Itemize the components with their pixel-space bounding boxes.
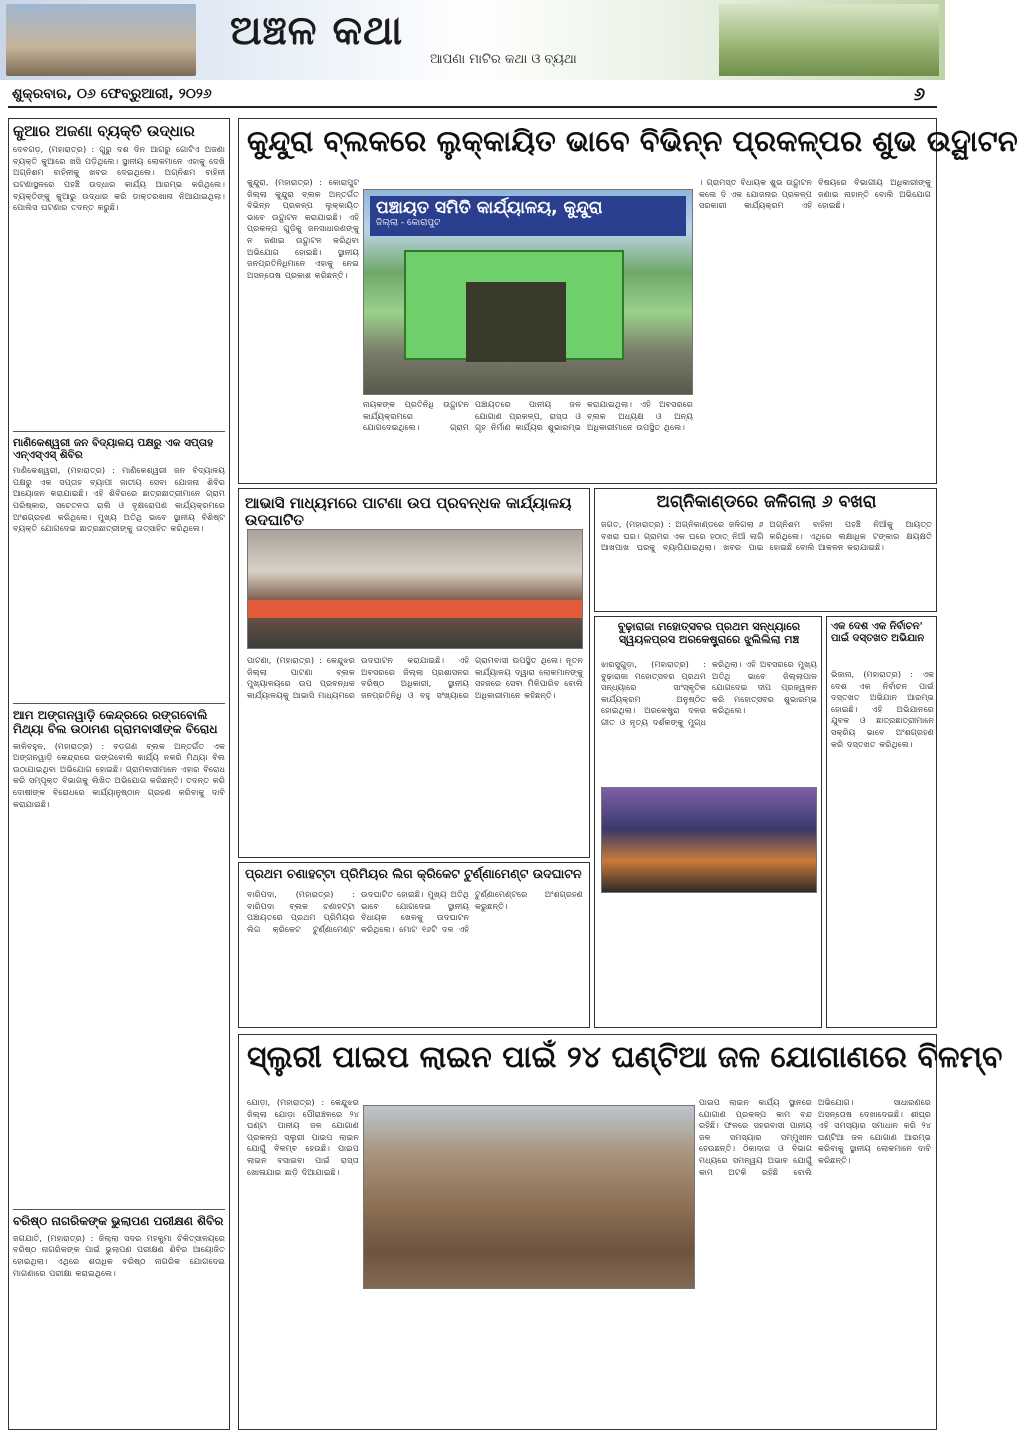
story-cricket xyxy=(238,862,590,1028)
main-col-2: ନାୟକଙ୍କ ପ୍ରତିନିଧି ଉଦ୍ଘାଟନ କାର୍ଯ୍ୟକ୍ରମରେ ଯୋଗଦେଇଥିଲେ। ଗ୍ରାମ ପଞ୍ଚାୟତରେ ପାନୀୟ ଜଳ ଯୋଗାଣ ପ୍ରକଳ୍ପ, ରାସ୍ତା ଓ ଗୃହ ନିର୍ମାଣ କାର୍ଯ୍ୟର ଶୁଭାରମ୍ଭ କରାଯାଇଥିଲା। ଏହି ଅବସରରେ ବ୍ଲକ ଅଧ୍ୟକ୍ଷ ଓ ଅନ୍ୟ ଅଧିକାରୀମାନେ ଉପସ୍ଥିତ ଥିଲେ। xyxy=(363,399,693,433)
pipeline-col-3 xyxy=(699,1097,931,1423)
main-story xyxy=(238,118,1018,484)
photo-pipeline-trench xyxy=(363,1105,695,1289)
story-headline: ବୁଢ଼ାରାଜା ମହୋତ୍ସବର ପ୍ରଥମ ସନ୍ଧ୍ୟାରେ ସ୍ୱୟଳପ୍ରସ ଅରକେଷ୍ଟ୍ରାରେ ଝୁଲିଲିଲା ମଞ୍ଚ xyxy=(617,620,801,646)
story-body: ଜଗଯାତି, (ମହାରାତ୍ର) : ଜିଲ୍ଲା ସଦର ମହକୁମା ଚିକିତ୍ସାଳୟରେ ବରିଷ୍ଠ ନାଗରିକଙ୍କ ପାଇଁ ଭୁଲାପଣ ପରୀକ୍ଷଣ ଶିବିର ଆୟୋଜିତ ହୋଇଥିଲା। ଏଥିରେ ଶତାଧିକ ବରିଷ୍ଠ ନାଗରିକ ଯୋଗଦେଇ ମାଗଣାରେ ପରୀକ୍ଷା କରାଇଥିଲେ। xyxy=(13,1232,225,1278)
main-headline: କୁନ୍ଦୁରା ବ୍ଲକରେ ଲୁକ୍କାୟିତ ଭାବେ ବିଭିନ୍ନ ପ୍ରକଳ୍ପର ଶୁଭ ଉଦ୍ଘାଟନ xyxy=(247,124,1018,158)
story-slurry-pipeline xyxy=(238,1034,1003,1430)
story-well-rescue xyxy=(13,123,225,423)
meeting-table-flowers xyxy=(248,600,582,618)
story-anganwadi xyxy=(13,709,225,1199)
story-budharaja-festival xyxy=(594,616,822,1028)
photo-meeting xyxy=(247,529,583,649)
masthead-photo-children xyxy=(6,4,196,76)
divider xyxy=(13,431,225,432)
story-headline: ଏକ ଦେଶ ଏକ ନିର୍ବାଚନ' ପାଇଁ ଦସ୍ତଖତ ଅଭିଯାନ xyxy=(831,621,925,644)
story-body: ଝାରସୁଗୁଡ଼ା, (ମହାରାତ୍ର) : ବୁଢ଼ାରାଜା ମହୋତ୍ସବର ପ୍ରଥମ ସନ୍ଧ୍ୟାରେ ସାଂସ୍କୃତିକ କାର୍ଯ୍ୟକ୍ରମ ଅନୁଷ୍ଠିତ ହୋଇଥିଲା। ଅରକେଷ୍ଟ୍ରା ଦଳର ଗୀତ ଓ ନୃତ୍ୟ ଦର୍ଶକଙ୍କୁ ମୁଗ୍ଧ କରିଥିଲା। ଏହି ଅବସରରେ ମୁଖ୍ୟ ଅତିଥି ଭାବେ ଜିଲ୍ଲାପାଳ ଯୋଗଦେଇ ଦୀପ ପ୍ରଜ୍ୱଳନ କରି ମହୋତ୍ସବର ଶୁଭାରମ୍ଭ କରିଥିଲେ। xyxy=(601,659,817,727)
story-body: ପାଟଣା, (ମହାରାତ୍ର) : କେନ୍ଦୁଝର ଜିଲ୍ଲା ପାଟଣା ବ୍ଲକ ମୁଖ୍ୟାଳୟରେ ଉପ ପ୍ରବନ୍ଧକ କାର୍ଯ୍ୟାଳୟକୁ ଆଭାସି ମାଧ୍ୟମରେ ଉଦଘାଟନ କରାଯାଇଛି। ଏହି ଅବସରରେ ଜିଲ୍ଲା ପ୍ରଶାସନର ବରିଷ୍ଠ ଅଧିକାରୀ, ସ୍ଥାନୀୟ ଜନପ୍ରତିନିଧି ଓ ବହୁ ସଂଖ୍ୟାରେ ଗ୍ରାମବାସୀ ଉପସ୍ଥିତ ଥିଲେ। ନୂତନ କାର୍ଯ୍ୟାଳୟ ଦ୍ୱାରା ଲୋକମାନଙ୍କୁ ସହଜରେ ସେବା ମିଳିପାରିବ ବୋଲି ଅଧିକାରୀମାନେ କହିଛନ୍ତି। xyxy=(247,655,583,700)
divider xyxy=(13,703,225,704)
divider xyxy=(13,1209,225,1210)
office-signboard xyxy=(370,196,686,236)
story-headline: ଅଗ୍ନିକାଣ୍ଡରେ ଜଳିଗଲା ୬ ବଖରା xyxy=(656,492,877,512)
photo-stage-guests xyxy=(601,787,817,893)
story-headline: ପ୍ରଥମ ଚଣାହଟ୍ଟା ପ୍ରିମିୟର ଲିଗ କ୍ରିକେଟ ଟୁର୍ଣ୍ଣାମେଣ୍ଟ ଉଦଘାଟନ xyxy=(245,866,582,881)
story-body-continued xyxy=(601,897,817,1025)
main-col-1: କୁନ୍ଦୁରା, (ମହାରାତ୍ର) : କୋରାପୁଟ ଜିଲ୍ଲା କୁନ୍ଦୁରା ବ୍ଲକ ଅନ୍ତର୍ଗତ ବିଭିନ୍ନ ପ୍ରକଳ୍ପ ଲୁକ୍କାୟିତ ଭାବେ ଉଦ୍ଘାଟନ କରାଯାଇଛି। ଏହି ପ୍ରକଳ୍ପ ଗୁଡ଼ିକୁ ଜନସାଧାରଣଙ୍କୁ ନ ଜଣାଇ ଉଦ୍ଘାଟନ କରିଥିବା ଅଭିଯୋଗ ହୋଇଛି। ସ୍ଥାନୀୟ ଜନପ୍ରତିନିଧିମାନେ ଏହାକୁ ନେଇ ଅସନ୍ତୋଷ ପ୍ରକାଶ କରିଛନ୍ତି। xyxy=(247,177,359,280)
header-rule xyxy=(8,106,937,108)
office-entrance xyxy=(466,282,566,362)
main-col-3: । ଗ୍ରାମସ୍ତ ବିଧାୟକ ଶୁଭ ଉଦ୍ଘାଟନ କଲେ ଦି ଏକ ଯୋଜନାର ପ୍ରକଳ୍ପ ସରକାରୀ କାର୍ଯ୍ୟକ୍ରମ ଏହି ବିଷୟରେ ବିଭାଗୀୟ ଅଧିକାରୀଙ୍କୁ ଜଣାଇ ନାହାନ୍ତି ବୋଲି ଅଭିଯୋଗ ହୋଇଛି। xyxy=(699,177,931,211)
photo-panchayat-office xyxy=(363,189,693,395)
story-headline: ଆମ ଅଙ୍ଗନୱାଡ଼ି କେନ୍ଦ୍ରରେ ରଙ୍ଗବୋଲି ମିଥ୍ୟା ବିଲ ଉଠାମଣ ଗ୍ରାମବାସୀଙ୍କ ବିରୋଧ xyxy=(13,708,218,736)
office-sign-district: ଜିଲ୍ଲା - କୋରାପୁଟ xyxy=(376,218,441,228)
story-patna-office xyxy=(238,488,590,858)
story-headline: ମାଣିକେଶ୍ୱରୀ ଜନ ବିଦ୍ୟାଳୟ ପକ୍ଷରୁ ଏକ ସପ୍ତାହ ଏନ୍‌ଏସ୍‌ଏସ୍ ଶିବିର xyxy=(13,437,214,462)
newspaper-title: ଅଞ୍ଚଳ କଥା xyxy=(230,8,404,54)
pipeline-col-1: ଯୋଡ଼ା, (ମହାରାତ୍ର) : କେନ୍ଦୁଝର ଜିଲ୍ଲା ଯୋଡ଼ା ପୌରାଞ୍ଚଳରେ ୨୪ ଘଣ୍ଟା ପାନୀୟ ଜଳ ଯୋଗାଣ ପ୍ରକଳ୍ପ ସ୍ଲୁରୀ ପାଇପ ଲାଇନ ଯୋଗୁଁ ବିଳମ୍ବ ହେଉଛି। ପାଇପ ଲାଇନ ବସାଇବା ପାଇଁ ରାସ୍ତା ଖୋଳାଯାଇ ଛାଡ଼ି ଦିଆଯାଇଛି। xyxy=(247,1097,359,1177)
story-body: ଦେବଗଡ଼, (ମହାରାତ୍ର) : ଗୁରୁ ଦଶ ଦିନ ଆଗରୁ ଗୋଟିଏ ଅଜଣା ବ୍ୟକ୍ତି କୁଆରେ ଖସି ପଡ଼ିଥିଲେ। ସ୍ଥାନୀୟ ଲୋକମାନେ ଏହାକୁ ଦେଖି ଅଗ୍ନିଶମ ବାହିନୀକୁ ଖବର ଦେଇଥିଲେ। ଅଗ୍ନିଶମ ବାହିନୀ ଘଟଣାସ୍ଥଳରେ ପହଞ୍ଚି ଉଦ୍ଧାର କାର୍ଯ୍ୟ ଆରମ୍ଭ କରିଥିଲେ। ବ୍ୟକ୍ତିଙ୍କୁ କୁଆରୁ ଉଦ୍ଧାର କରି ଡାକ୍ତରଖାନା ନିଆଯାଇଥିଲା। ପୋଲିସ ଘଟଣାର ତଦନ୍ତ କରୁଛି। xyxy=(13,144,225,213)
pipeline-col-2-text: ପାଇପ ଲାଇନ କାର୍ଯ୍ୟ ସ୍ଥାନରେ ଯୋଗାଣ ପ୍ରକଳ୍ପ କାମ ବନ୍ଦ ରହିଛି। ଫଳରେ ସହରବାସୀ ପାନୀୟ ଜଳ ସମସ୍ୟାର ସମ୍ମୁଖୀନ ହେଉଛନ୍ତି। ଠିକାଦାର ଓ ବିଭାଗ ମଧ୍ୟରେ ସମନ୍ୱୟ ଅଭାବ ଯୋଗୁଁ କାମ ଅଟକି ରହିଛି ବୋଲି ଅଭିଯୋଗ। xyxy=(699,1097,854,1177)
office-building xyxy=(404,250,624,360)
masthead xyxy=(0,0,945,80)
story-body: ମାଣିକେଶ୍ୱରୀ, (ମହାରାତ୍ର) : ମାଣିକେଶ୍ୱରୀ ଜନ ବିଦ୍ୟାଳୟ ପକ୍ଷରୁ ଏକ ସପ୍ତାହ ବ୍ୟାପୀ ଜାତୀୟ ସେବା ଯୋଜନା ଶିବିର ଆୟୋଜନ କରାଯାଇଛି। ଏହି ଶିବିରରେ ଛାତ୍ରଛାତ୍ରୀମାନେ ଗ୍ରାମ ପରିଷ୍କାର, ସଚେତନତା ରାଲି ଓ ବୃକ୍ଷରୋପଣ କାର୍ଯ୍ୟକ୍ରମରେ ଅଂଶଗ୍ରହଣ କରିଥିଲେ। ମୁଖ୍ୟ ଅତିଥି ଭାବେ ସ୍ଥାନୀୟ ବିଶିଷ୍ଟ ବ୍ୟକ୍ତି ଯୋଗଦେଇ ଛାତ୍ରଛାତ୍ରୀଙ୍କୁ ଉତ୍ସାହିତ କରିଥିଲେ। xyxy=(13,465,225,534)
pipeline-col-2-bottom xyxy=(363,1295,695,1423)
page-number: ୬ xyxy=(913,84,925,105)
story-body: ଜଗତ, (ମହାରାତ୍ର) : ଅଗ୍ନିକାଣ୍ଡରେ ଜଳିଗଲା ୬ ବଖରା ଘର। ଗ୍ରାମର ଏକ ଘରେ ହଠାତ୍ ନିଆଁ ଲାଗି ଆଖପାଖ ଘରକୁ ବ୍ୟାପିଯାଇଥିଲା। ଖବର ପାଇ ଅଗ୍ନିଶମ ବାହିନୀ ପହଞ୍ଚି ନିଆଁକୁ ଆୟତ୍ତ କରିଥିଲେ। ଏଥିରେ ଲକ୍ଷାଧିକ ଟଙ୍କାର କ୍ଷୟକ୍ଷତି ହୋଇଛି ବୋଲି ଆକଳନ କରାଯାଇଛି। xyxy=(601,519,932,553)
story-senior-camp xyxy=(13,1215,225,1425)
story-body: ବାରିପଦା, (ମହାରାତ୍ର) : ବାରିପଦା ବ୍ଲକ ଚଣାହଟ୍ଟା ପଞ୍ଚାୟତରେ ପ୍ରଥମ ପ୍ରିମିୟର ଲିଗ କ୍ରିକେଟ ଟୁର୍ଣ୍ଣାମେଣ୍ଟ ଉଦଘାଟିତ ହୋଇଛି। ମୁଖ୍ୟ ଅତିଥି ଭାବେ ଯୋଗଦେଇ ସ୍ଥାନୀୟ ବିଧାୟକ ଖେଳକୁ ଉଦଘାଟନ କରିଥିଲେ। ମୋଟ ୧୬ଟି ଦଳ ଏହି ଟୁର୍ଣ୍ଣାମେଣ୍ଟରେ ଅଂଶଗ୍ରହଣ କରୁଛନ୍ତି। xyxy=(247,889,583,934)
pipeline-col-3-text: ସାଧାରଣରେ ଅସନ୍ତୋଷ ଦେଖାଦେଇଛି। ଶୀଘ୍ର ଏହି ସମସ୍ୟାର ସମାଧାନ କରି ୨୪ ଘଣ୍ଟିଆ ଜଳ ଯୋଗାଣ ଆରମ୍ଭ କରିବାକୁ ସ୍ଥାନୀୟ ଲୋକମାନେ ଦାବି କରିଛନ୍ତି। xyxy=(818,1097,931,1165)
story-fire xyxy=(594,488,937,612)
story-headline: ଆଭାସି ମାଧ୍ୟମରେ ପାଟଣା ଉପ ପ୍ରବନ୍ଧକ କାର୍ଯ୍ୟାଳୟ ଉଦଘାଟିତ xyxy=(245,494,572,530)
story-headline: ବରିଷ୍ଠ ନାଗରିକଙ୍କ ଭୁଲାପଣ ପରୀକ୍ଷଣ ଶିବିର xyxy=(13,1214,224,1228)
office-sign-text: ପଞ୍ଚାୟତ ସମିତି କାର୍ଯ୍ୟାଳୟ, କୁନ୍ଦୁରା xyxy=(376,198,603,218)
story-body: ଭିଜାନା, (ମହାରାତ୍ର) : ଏକ ଦେଶ ଏକ ନିର୍ବାଚନ ପାଇଁ ଦସ୍ତଖତ ଅଭିଯାନ ଆରମ୍ଭ ହୋଇଛି। ଏହି ଅଭିଯାନରେ ଯୁବକ ଓ ଛାତ୍ରଛାତ୍ରୀମାନେ ସକ୍ରିୟ ଭାବେ ଅଂଶଗ୍ରହଣ କରି ଦସ୍ତଖତ କରିଥିଲେ। xyxy=(831,669,934,749)
story-headline: ସ୍ଲୁରୀ ପାଇପ ଲାଇନ ପାଇଁ ୨୪ ଘଣ୍ଟିଆ ଜଳ ଯୋଗାଣରେ ବିଳମ୍ବ xyxy=(247,1040,1003,1075)
masthead-photo-field xyxy=(719,4,939,76)
story-headline: କୁଆର ଅଜଣା ବ୍ୟକ୍ତି ଉଦ୍ଧାର xyxy=(13,122,195,140)
newspaper-tagline: ଆପଣା ମାଟିର କଥା ଓ ବ୍ୟଥା xyxy=(430,52,577,67)
issue-date: ଶୁକ୍ରବାର, ୦୬ ଫେବ୍ରୁଆରୀ, ୨୦୨୬ xyxy=(12,86,212,102)
story-nss-camp xyxy=(13,437,225,697)
story-body: କାଳିବହୁଳ, (ମହାରାତ୍ର) : ବଡ଼ଗଣ ବ୍ଲକ ଅନ୍ତର୍ଗତ ଏକ ଅଙ୍ଗନୱାଡ଼ି କେନ୍ଦ୍ରରେ ରଙ୍ଗବୋଲି କାର୍ଯ୍ୟ ନକରି ମିଥ୍ୟା ବିଲ ଉଠାଯାଇଥିବା ଅଭିଯୋଗ ହୋଇଛି। ଗ୍ରାମବାସୀମାନେ ଏହାର ବିରୋଧ କରି ସମ୍ପୃକ୍ତ ବିଭାଗକୁ ଲିଖିତ ଅଭିଯୋଗ କରିଛନ୍ତି। ତଦନ୍ତ କରି ଦୋଷୀଙ୍କ ବିରୋଧରେ କାର୍ଯ୍ୟାନୁଷ୍ଠାନ ଗ୍ରହଣ କରିବାକୁ ଦାବି କରାଯାଇଛି। xyxy=(13,740,225,809)
dateline xyxy=(0,84,945,106)
story-one-nation-election xyxy=(826,616,937,1028)
left-column xyxy=(8,118,230,1430)
